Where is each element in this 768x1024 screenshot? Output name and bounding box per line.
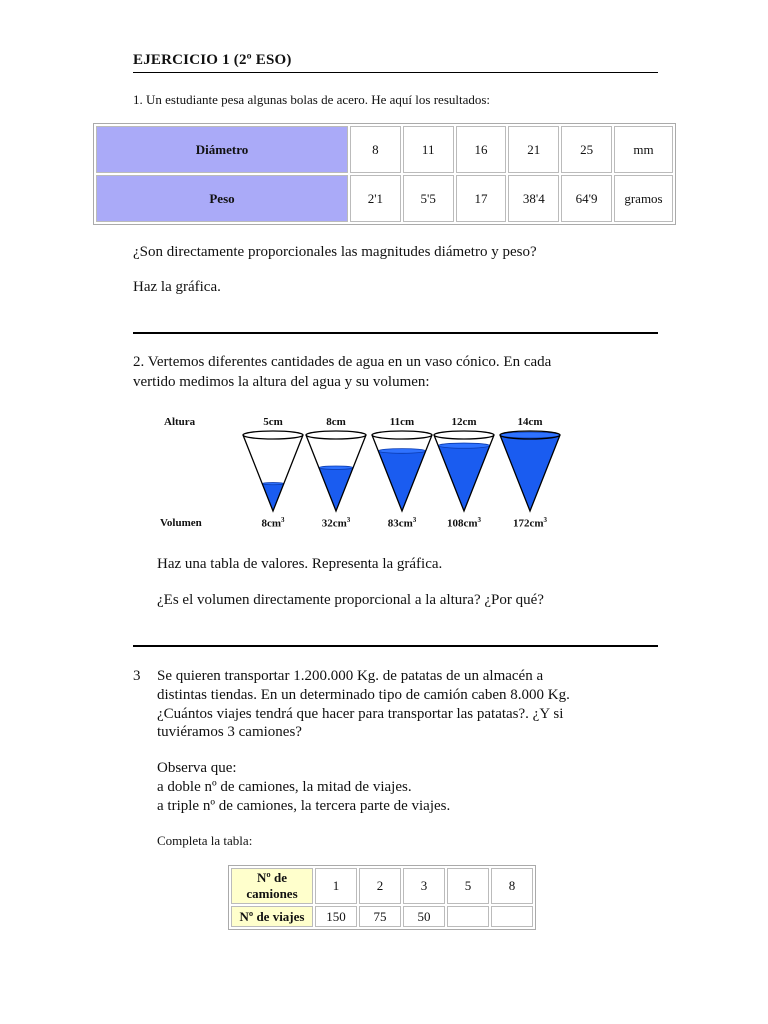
table-cell-unit: mm: [614, 126, 673, 173]
table-cell-unit: gramos: [614, 175, 673, 222]
ex3-line2: distintas tiendas. En un determinado tipo de camión caben 8.000 Kg.: [157, 687, 570, 703]
ex1-instruction: Haz la gráfica.: [133, 279, 221, 295]
title-underline: [133, 72, 658, 73]
table-cell: 2'1: [350, 175, 401, 222]
ex3-observa: Observa que:: [157, 760, 237, 776]
ex2-intro-line2: vertido medimos la altura del agua y su volumen:: [133, 374, 430, 390]
table-cell: 8: [491, 868, 533, 904]
cone-volumen-label: [372, 516, 432, 530]
ex2-question: ¿Es el volumen directamente proporcional a la altura? ¿Por qué?: [157, 592, 544, 608]
volumen-exponent: 3: [281, 516, 285, 524]
table-cell: 16: [456, 126, 507, 173]
ex3-line4: tuviéramos 3 camiones?: [157, 724, 302, 740]
ex1-intro: 1. Un estudiante pesa algunas bolas de acero. He aquí los resultados:: [133, 92, 491, 107]
volumen-exponent: 3: [543, 516, 548, 524]
ex1-table: [93, 123, 676, 225]
table-cell: 2: [359, 868, 401, 904]
cone-rim: [243, 431, 303, 439]
table-cell: 64'9: [561, 175, 612, 222]
table-cell: 5'5: [403, 175, 454, 222]
table-cell: 17: [456, 175, 507, 222]
table-row: [231, 868, 533, 904]
cone-icon: [429, 427, 499, 515]
table-cell: 1: [315, 868, 357, 904]
volumen-value: 83cm: [387, 517, 413, 530]
volumen-value: 8cm: [261, 517, 282, 530]
water-fill: [500, 435, 560, 511]
volumen-value: 108cm: [446, 517, 478, 530]
cone-altura-label: 12cm: [451, 416, 477, 428]
table-cell: 8: [350, 126, 401, 173]
water-fill: [378, 451, 425, 511]
camiones-label: Nº de camiones: [231, 868, 313, 904]
cone-rim: [372, 431, 432, 439]
volumen-value: 32cm: [321, 517, 347, 530]
water-fill: [438, 446, 490, 511]
water-surface: [319, 466, 353, 469]
table-cell: 50: [403, 906, 445, 927]
water-surface: [378, 449, 425, 454]
ex3-completa: Completa la tabla:: [157, 833, 253, 848]
cone-rim: [434, 431, 494, 439]
volumen-label: Volumen: [160, 517, 202, 529]
table-cell-empty[interactable]: [447, 906, 489, 927]
water-surface: [500, 432, 560, 438]
ex3-number: 3: [133, 668, 141, 684]
ex3-line1: Se quieren transportar 1.200.000 Kg. de patatas de un almacén a: [157, 668, 544, 684]
volumen-exponent: 3: [346, 516, 351, 524]
separator-rule: [133, 332, 658, 334]
cone-icon: [301, 427, 371, 515]
ex3-table: [228, 865, 536, 930]
separator-rule: [133, 645, 658, 647]
table-cell: 38'4: [508, 175, 559, 222]
table-cell: 11: [403, 126, 454, 173]
ex3-obs1: a doble nº de camiones, la mitad de viajes.: [157, 779, 412, 795]
table-cell: 75: [359, 906, 401, 927]
cone-altura-label: 8cm: [326, 416, 346, 428]
peso-label: Peso: [96, 175, 348, 222]
cone-rim: [306, 431, 366, 439]
table-cell: 25: [561, 126, 612, 173]
water-surface: [262, 483, 284, 485]
ex2-intro-line1: 2. Vertemos diferentes cantidades de agua en un vaso cónico. En cada: [133, 354, 552, 370]
water-fill: [262, 484, 284, 511]
cone-icon: [238, 427, 308, 515]
table-row: [231, 906, 533, 927]
table-cell: 5: [447, 868, 489, 904]
ex3-line3: ¿Cuántos viajes tendrá que hacer para transportar las patatas?. ¿Y si: [157, 706, 564, 722]
cone-volumen-label: [500, 516, 560, 530]
volumen-exponent: 3: [412, 516, 417, 524]
cone-volumen-label: [434, 516, 494, 530]
cone-altura-label: 14cm: [517, 416, 543, 428]
table-cell: 150: [315, 906, 357, 927]
water-fill: [319, 468, 353, 511]
cone-altura-label: 5cm: [263, 416, 283, 428]
altura-label: Altura: [164, 416, 196, 428]
cone-icon: [367, 427, 437, 515]
table-row: [96, 126, 673, 173]
cone-icon: [495, 427, 565, 515]
table-row: [96, 175, 673, 222]
table-cell-empty[interactable]: [491, 906, 533, 927]
volumen-exponent: 3: [477, 516, 482, 524]
volumen-value: 172cm: [512, 517, 544, 530]
water-surface: [438, 443, 490, 448]
ex3-obs2: a triple nº de camiones, la tercera parte de viajes.: [157, 798, 451, 814]
viajes-label: Nº de viajes: [231, 906, 313, 927]
ex2-instruction: Haz una tabla de valores. Representa la gráfica.: [157, 556, 443, 572]
diametro-label: Diámetro: [96, 126, 348, 173]
table-cell: 21: [508, 126, 559, 173]
cone-altura-label: 11cm: [389, 416, 415, 428]
table-cell: 3: [403, 868, 445, 904]
cone-volumen-label: [243, 516, 303, 530]
page-title: EJERCICIO 1 (2º ESO): [133, 52, 292, 68]
ex1-question: ¿Son directamente proporcionales las magnitudes diámetro y peso?: [133, 244, 537, 260]
cone-volumen-label: [306, 516, 366, 530]
